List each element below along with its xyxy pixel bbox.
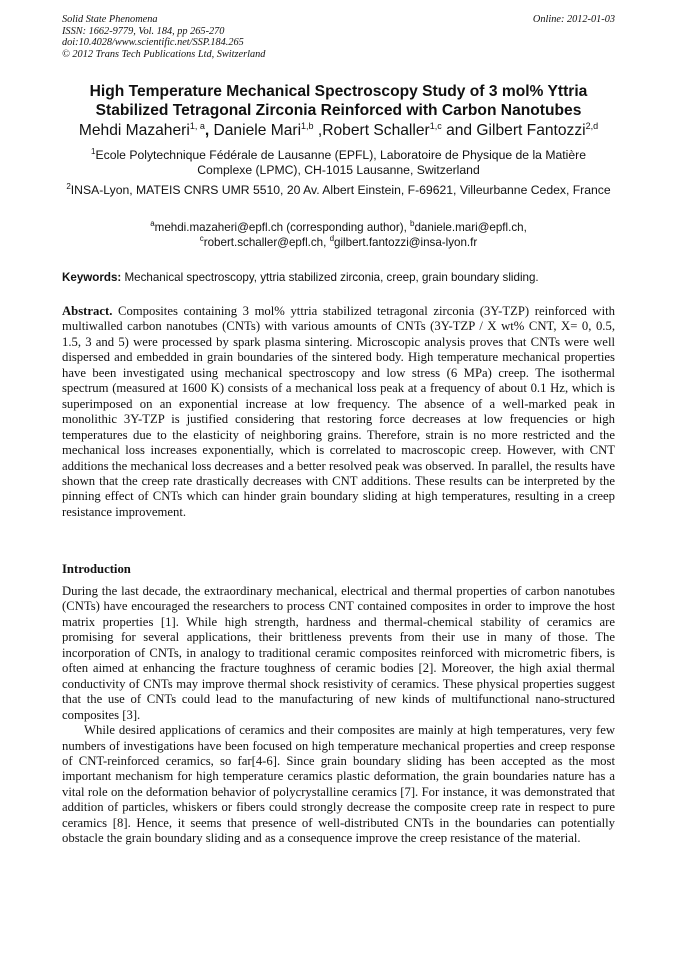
keywords-text: Mechanical spectroscopy, yttria stabilized zirconia, creep, grain boundary sliding. xyxy=(121,271,539,284)
affiliation-sup: 1 xyxy=(91,147,96,156)
section-heading-introduction: Introduction xyxy=(62,562,131,576)
journal-issn: ISSN: 1662-9779, Vol. 184, pp 265-270 xyxy=(62,25,225,37)
affiliation-sup: 2 xyxy=(66,182,71,191)
introduction-paragraph: While desired applications of ceramics and their composites are mainly at high temperatures, very few numbers of investigations have been focused on high temperature mechanical properties and creep response of CNT-reinforced ceramics, so far[4-6]. Since grain boundary sliding has been accepted as the most important mechanism for high temperature ceramics plastic deformation, the grain boundaries nature has a vital role on the deformation behavior of polycrystalline ceramics [7]. For instance, it was demonstrated that addition of particles, whiskers or fibers could strongly decrease the composite creep rate in respect to pure ceramics [8]. Hence, it seems that presence of well-distributed CNTs in the boundaries can potentially obstacle the grain boundary sliding and as a consequence improve the creep resistance of the material. xyxy=(62,723,615,846)
email-link[interactable]: gilbert.fantozzi@insa-lyon.fr xyxy=(334,236,478,250)
journal-copyright: © 2012 Trans Tech Publications Ltd, Switzerland xyxy=(62,48,266,60)
online-date: Online: 2012-01-03 xyxy=(532,14,615,25)
paper-title: High Temperature Mechanical Spectroscopy Study of 3 mol% Yttria Stabilized Tetragonal Zirconia Reinforced with Carbon Nanotubes xyxy=(89,83,588,119)
keywords-line xyxy=(62,270,615,285)
email-sup: c xyxy=(199,234,204,244)
abstract-text: Composites containing 3 mol% yttria stabilized tetragonal zirconia (3Y-TZP) reinforced with multiwalled carbon nanotubes (CNTs) with various amounts of CNTs (3Y-TZP / X wt% CNT, X= 0, 0.5, 1.5, 3 and 5) were processed by spark plasma sintering. Microscopic analysis proves that CNTs were well dispersed and embedded in grain boundaries of the sintered body. High temperature mechanical properties have been investigated using mechanical spectroscopy and low stress (6 MPa) creep. The isothermal spectrum (measured at 1600 K) consists of a mechanical loss peak at a frequency of about 0.1 Hz, which is superimposed on an exponential increase at low frequency. The absence of a well-marked peak in monolithic 3Y-TZP is justified considering that restoring force decreases at low frequencies or high temperatures due to the elasticity of neighboring grains. Therefore, strain is no more restricted and the mechanical loss increases exponentially, which is correlated to macroscopic creep. However, with CNT additions the mechanical loss decreases and a better resolved peak was observed. In parallel, the results have shown that the creep rate drastically decreases with CNT additions. These results can be interpreted by the pinning effect of CNTs which can hinder grain boundary sliding at high temperatures, resulting in a creep resistance improvement. xyxy=(62,304,615,519)
author-separator: and xyxy=(441,122,477,139)
author-sup: 1,c xyxy=(429,121,442,131)
introduction-paragraph: During the last decade, the extraordinary mechanical, electrical and thermal properties of carbon nanotubes (CNTs) have encouraged the researchers to process CNT contained composites in order to improve the host matrix properties [1]. While high strength, hardness and thermal-chemical stability of ceramics are promising for several applications, their brittleness prevents from their use in many of those. The incorporation of CNTs, in analogy to traditional ceramic composites reinforced with micrometric fibers, is often aimed at enhancing the fracture toughness of ceramic bodies [2]. Moreover, the high axial thermal conductivity of CNTs may improve thermal shock resistivity of ceramics. These physical properties suggest that the use of CNTs could lead to the manufacturing of new kinds of multifunctional nano-structured composites [3]. xyxy=(62,584,615,722)
affiliation-text: Ecole Polytechnique Fédérale de Lausanne (EPFL), Laboratoire de Physique de la Matière Complexe (LPMC), CH-1015 Lausanne, Switzerland xyxy=(95,148,586,178)
introduction-body xyxy=(62,584,615,847)
author-list xyxy=(62,121,615,141)
journal-header xyxy=(62,14,265,60)
affiliation-text: INSA-Lyon, MATEIS CNRS UMR 5510, 20 Av. Albert Einstein, F-69621, Villeurbanne Cedex, France xyxy=(70,183,611,197)
journal-doi: doi:10.4028/www.scientific.net/SSP.184.265 xyxy=(62,37,244,49)
author-separator: , xyxy=(313,122,323,139)
author-sup: 2,d xyxy=(585,121,599,131)
affiliation-1 xyxy=(62,148,615,179)
author-separator: , xyxy=(204,122,214,139)
email-link[interactable]: mehdi.mazaheri@epfl.ch (corresponding author), xyxy=(154,221,411,234)
abstract-paragraph xyxy=(62,304,615,520)
email-link[interactable]: robert.schaller@epfl.ch, xyxy=(203,236,330,250)
journal-name: Solid State Phenomena xyxy=(62,14,158,25)
author-emails xyxy=(62,220,615,251)
email-link[interactable]: daniele.mari@epfl.ch, xyxy=(414,221,527,234)
author-sup: 1, a xyxy=(189,121,205,131)
email-sup: b xyxy=(410,219,415,228)
abstract-label: Abstract. xyxy=(62,304,113,318)
author-name: Mehdi Mazaheri xyxy=(78,122,190,139)
author-name: Daniele Mari xyxy=(213,122,302,139)
affiliation-2 xyxy=(62,183,615,198)
author-sup: 1,b xyxy=(301,121,314,131)
keywords-label: Keywords: xyxy=(62,271,122,284)
email-sup: a xyxy=(150,219,155,228)
email-sup: d xyxy=(329,234,335,244)
author-name: Gilbert Fantozzi xyxy=(476,122,586,139)
author-name: Robert Schaller xyxy=(322,122,430,139)
